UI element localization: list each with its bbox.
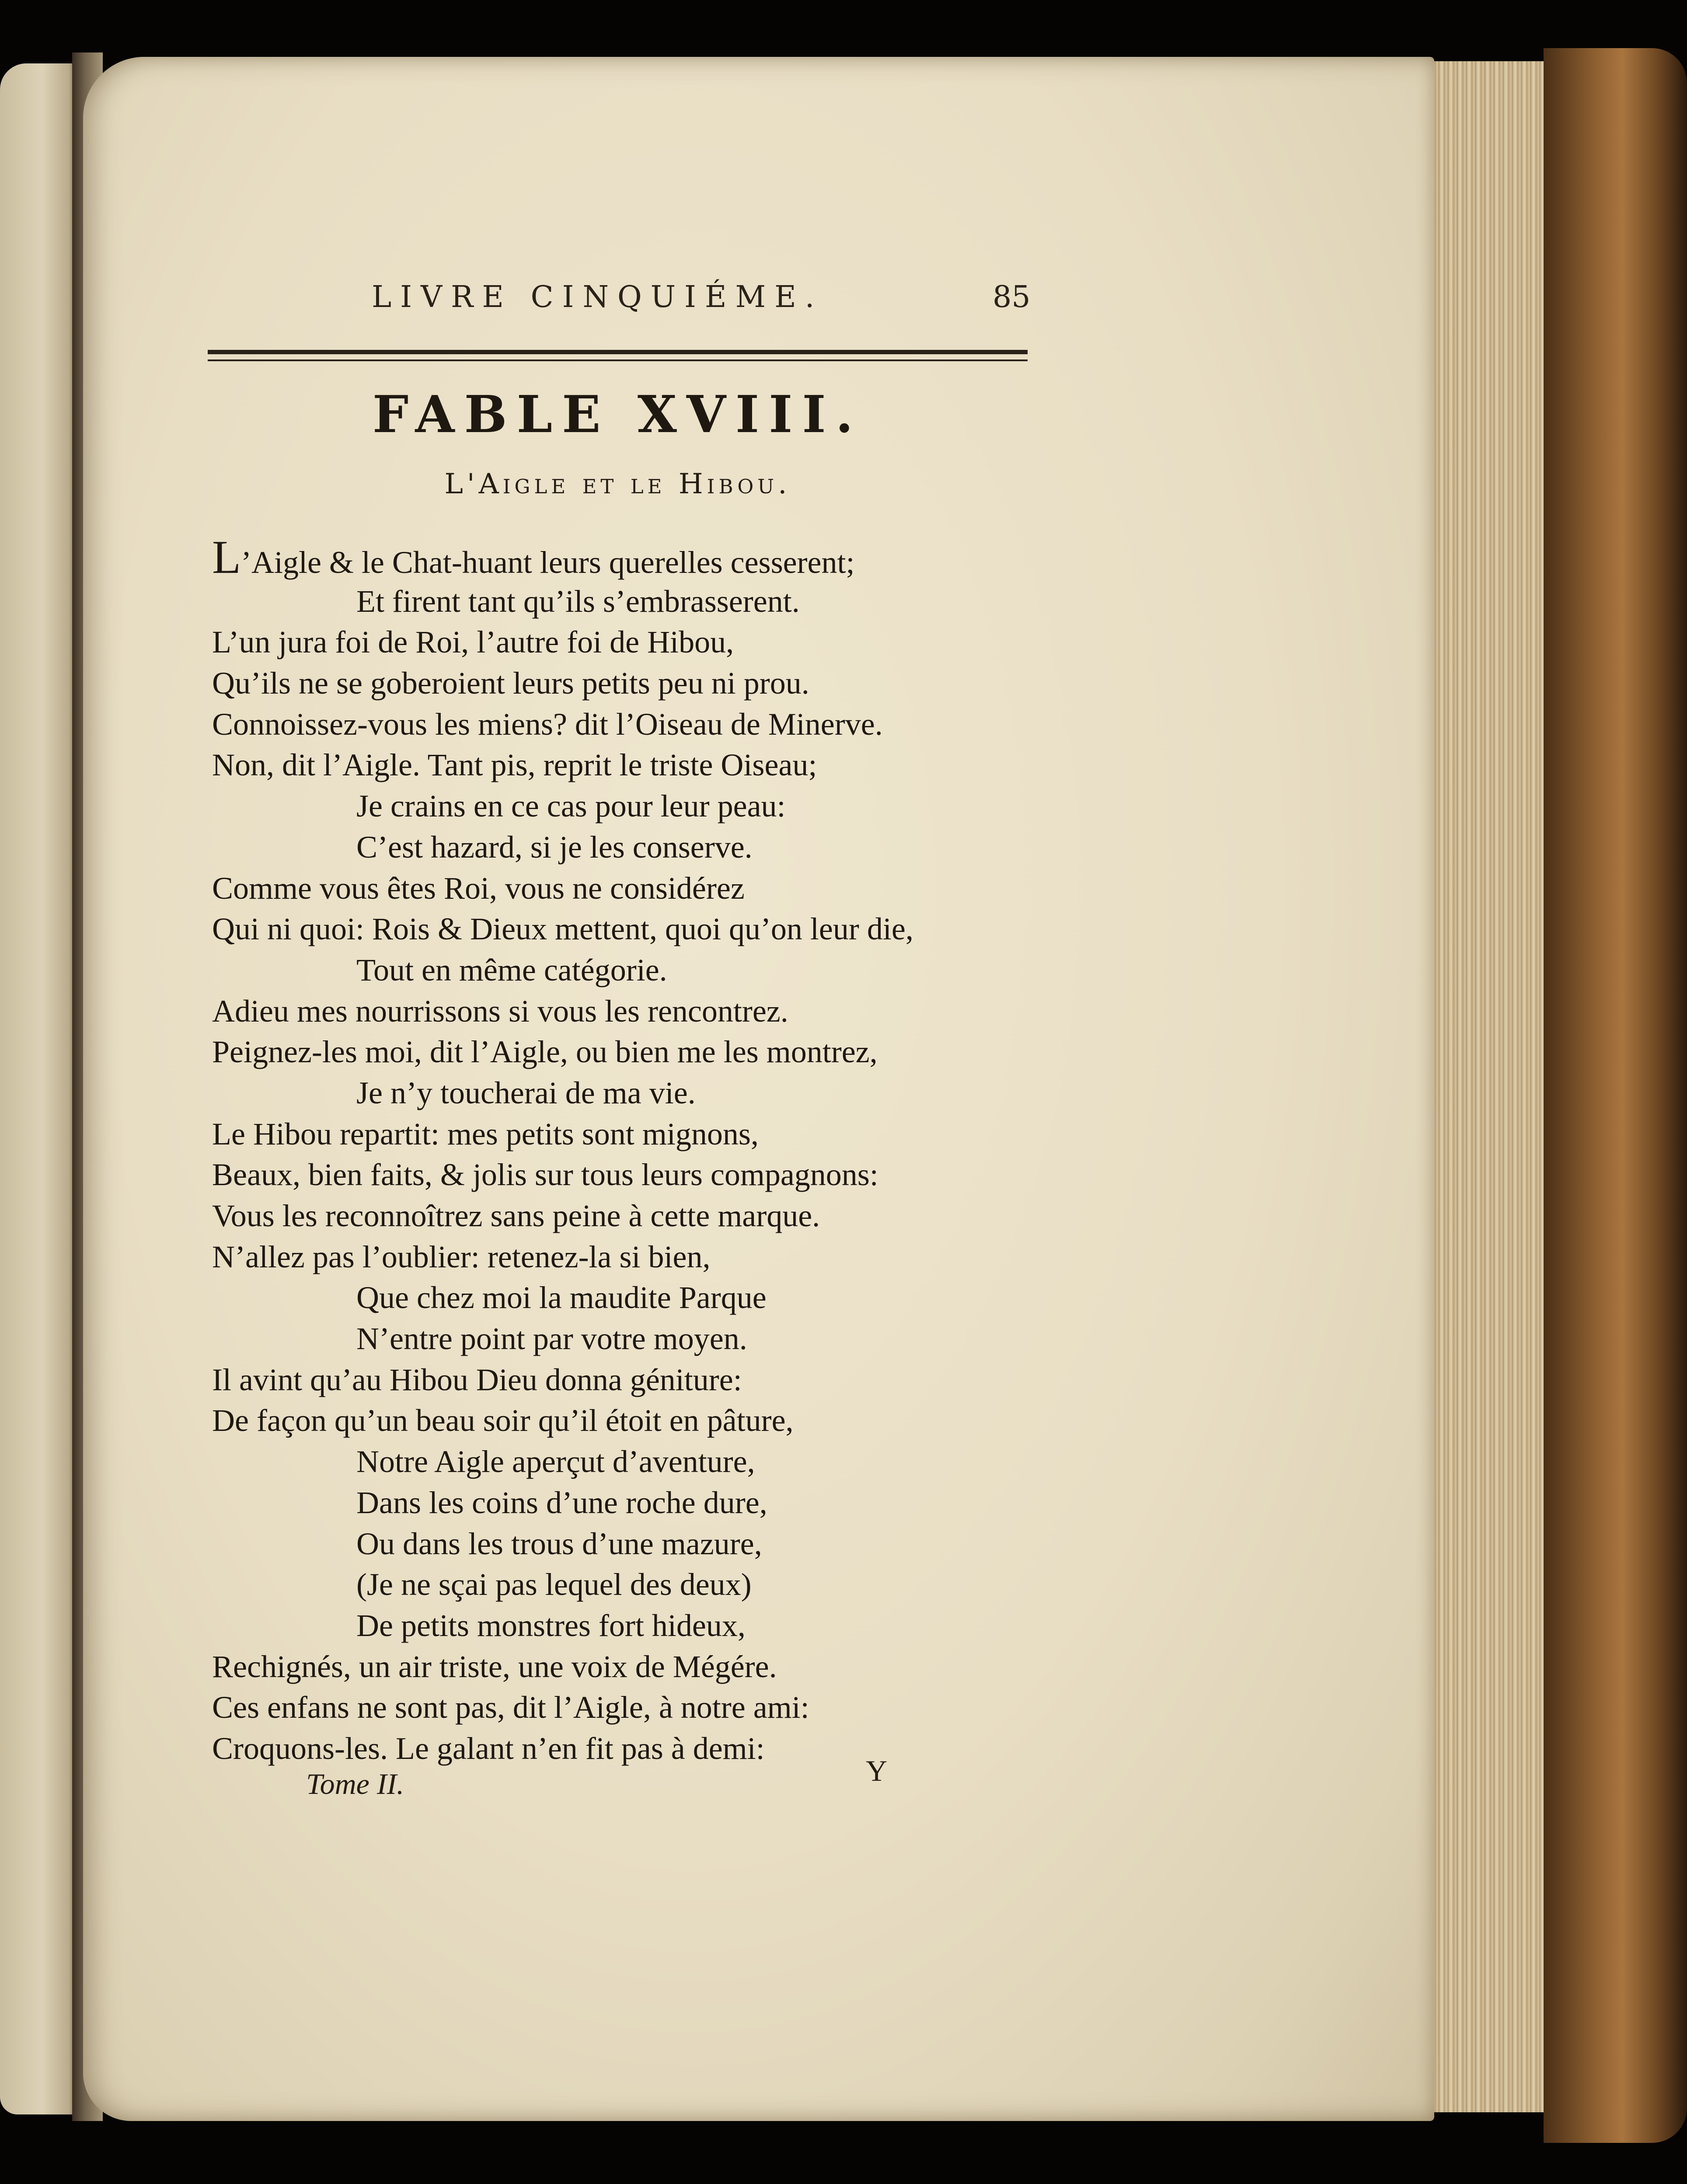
verse-text: Croquons-les. Le galant n’en fit pas à demi: [212,1730,765,1766]
verse-line [212,581,1043,622]
verse-text: Vous les reconnoîtrez sans peine à cette marque. [212,1198,820,1233]
verse-text: Je n’y toucherai de ma vie. [356,1075,696,1110]
verse-line [212,868,1043,909]
verse-text: De petits monstres fort hideux, [356,1608,746,1643]
verse-text: ’Aigle & le Chat-huant leurs querelles cesserent; [241,545,855,580]
verse-text: De façon qu’un beau soir qu’il étoit en pâture, [212,1403,794,1438]
verse-text: Connoissez-vous les miens? dit l’Oiseau de Minerve. [212,706,883,742]
verse-text: Ces enfans ne sont pas, dit l’Aigle, à notre ami: [212,1690,809,1725]
fable-title: FABLE XVIII. [372,385,863,444]
verse-text: Peignez-les moi, dit l’Aigle, ou bien me les montrez, [212,1034,878,1070]
verse-text: Non, dit l’Aigle. Tant pis, reprit le triste Oiseau; [212,747,817,783]
verse-text: Comme vous êtes Roi, vous ne considérez [212,870,745,906]
verse-text: Ou dans les trous d’une mazure, [356,1526,762,1561]
poem-text [212,531,1043,1769]
verse-line [212,622,1043,663]
leather-binding [1544,48,1687,2143]
signature-mark: Y [866,1754,888,1787]
verse-text: Tout en même catégorie. [356,952,667,987]
verse-line [212,1237,1043,1278]
drop-cap: L [212,531,241,583]
left-page-edge [0,63,77,2114]
verse-line [212,1073,1043,1114]
page-block-edges [1421,61,1555,2112]
verse-text: Dans les coins d’une roche dure, [356,1485,767,1520]
page-number: 85 [993,280,1031,314]
verse-line [212,1319,1043,1360]
verse-text: N’entre point par votre moyen. [356,1321,747,1357]
verse-line [212,663,1043,704]
verse-line [212,909,1043,950]
verse-line [212,745,1043,786]
verse-line [212,1277,1043,1319]
verse-line [212,1032,1043,1073]
verse-line [212,1155,1043,1196]
verse-line [212,1728,1043,1769]
verse-text: N’allez pas l’oublier: retenez-la si bien, [212,1239,711,1274]
verse-text: Qu’ils ne se goberoient leurs petits peu ni prou. [212,666,809,701]
verse-text: Et firent tant qu’ils s’embrasserent. [356,583,800,619]
verse-line [212,1605,1043,1647]
page-header [206,280,1036,324]
running-head: LIVRE CINQUIÉME. [372,280,823,314]
verse-text: Rechignés, un air triste, une voix de Mégére. [212,1649,777,1684]
fable-subtitle: L'Aigle et le Hibou. [444,468,791,500]
verse-line [212,1441,1043,1483]
verse-line [212,1360,1043,1401]
verse-text: C’est hazard, si je les conserve. [356,829,753,865]
verse-line [212,827,1043,868]
verse-text: Notre Aigle aperçut d’aventure, [356,1444,755,1479]
verse-text: Qui ni quoi: Rois & Dieux mettent, quoi qu’on leur die, [212,911,913,947]
header-rule-thin [208,359,1028,361]
verse-text: Le Hibou repartit: mes petits sont mignons, [212,1116,759,1151]
verse-text: Il avint qu’au Hibou Dieu donna géniture: [212,1362,742,1397]
header-rule-thick [208,350,1028,354]
verse-text: Beaux, bien faits, & jolis sur tous leurs compagnons: [212,1157,878,1193]
verse-line [212,531,1043,583]
verse-line [212,1647,1043,1688]
verse-line [212,1564,1043,1605]
verse-line [212,1687,1043,1728]
verse-line [212,1483,1043,1524]
verse-text: Je crains en ce cas pour leur peau: [356,788,786,824]
verse-line [212,950,1043,991]
footer-tome: Tome II. [306,1767,404,1800]
verse-line [212,786,1043,827]
verse-text: Adieu mes nourrissons si vous les rencontrez. [212,993,788,1029]
verse-text: (Je ne sçai pas lequel des deux) [356,1567,752,1602]
verse-text: Que chez moi la maudite Parque [356,1280,767,1315]
verse-line [212,1524,1043,1565]
verse-line [212,1196,1043,1237]
verse-line [212,704,1043,745]
verse-line [212,991,1043,1032]
verse-line [212,1114,1043,1155]
verse-text: L’un jura foi de Roi, l’autre foi de Hibou, [212,624,734,660]
verse-line [212,1400,1043,1441]
